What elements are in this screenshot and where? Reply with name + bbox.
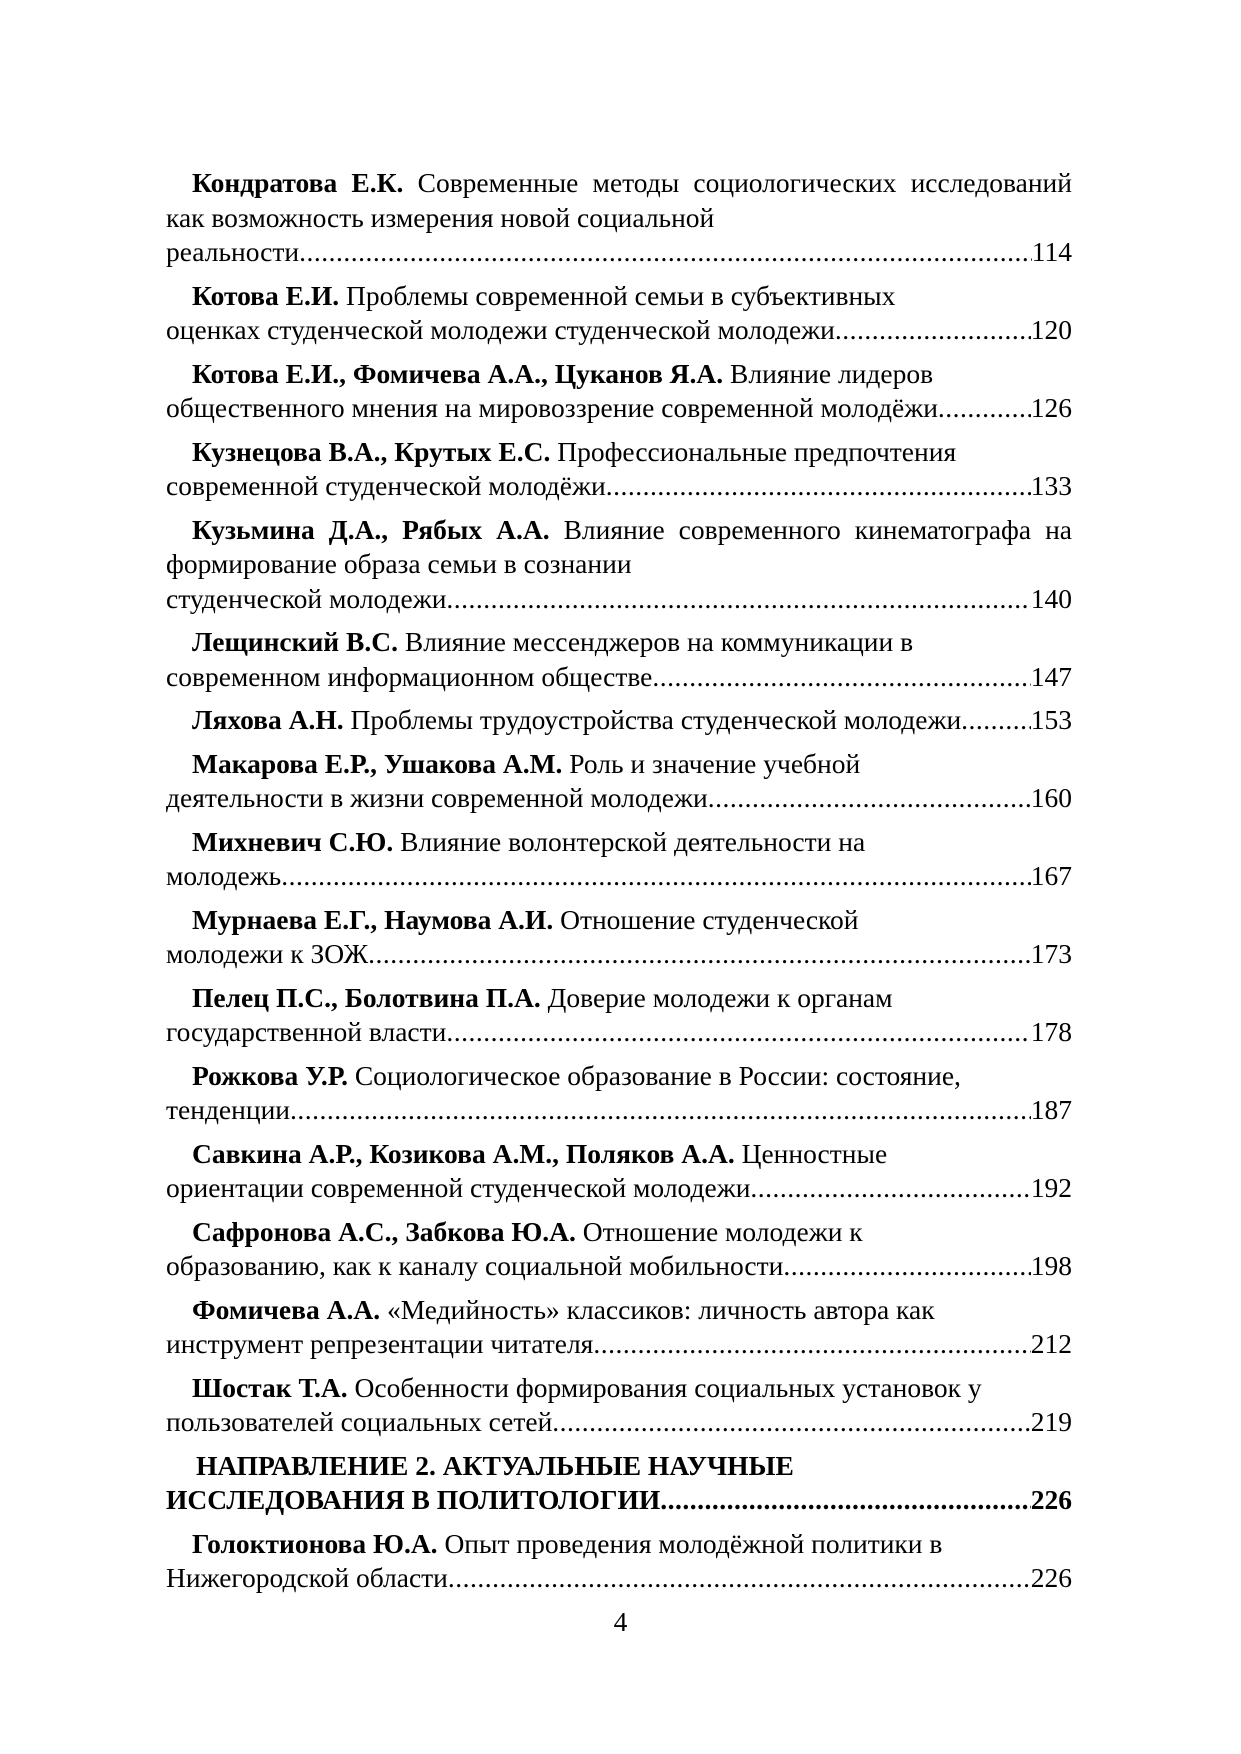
- entry-page-number: 219: [1030, 1406, 1072, 1437]
- entry-title-end: общественного мнения на мировоззрение современной молодёжи: [166, 392, 938, 423]
- entry-title: Влияние современного: [563, 513, 841, 545]
- dot-leader: [606, 469, 1031, 504]
- entry-title: Влияние лидеров: [730, 357, 934, 389]
- entry-page-number: 147: [1030, 660, 1072, 692]
- entry-title: Особенности формирования социальных установок у: [354, 1371, 982, 1403]
- entry-page-number: 178: [1030, 1016, 1072, 1047]
- dot-leader: [448, 1561, 1031, 1596]
- entry-page-number: 187: [1030, 1094, 1072, 1125]
- entry-author: Кузнецова В.А., Крутых Е.С.: [192, 435, 551, 467]
- entry-page-number: 120: [1030, 314, 1072, 345]
- dot-leader: [290, 1093, 1031, 1128]
- entry-author: Мурнаева Е.Г., Наумова А.И.: [192, 903, 554, 935]
- entry-author: Пелец П.С., Болотвина П.А.: [192, 981, 541, 1013]
- toc-entry[interactable]: [166, 747, 1072, 816]
- toc-entry[interactable]: [166, 703, 1072, 738]
- entry-title-end: пользователей социальных сетей: [166, 1406, 553, 1437]
- entry-page-number: 114: [1031, 236, 1072, 267]
- entry-title: Ценностные: [741, 1137, 888, 1169]
- entry-title-end: молодежь: [166, 860, 282, 891]
- dot-leader: [299, 235, 1032, 270]
- entry-title-end: инструмент репрезентации читателя: [166, 1328, 594, 1359]
- entry-page-number: 192: [1030, 1172, 1072, 1203]
- entry-title-end: тенденции: [166, 1094, 291, 1125]
- entry-title: Проблемы современной семьи в субъективных: [346, 279, 896, 311]
- table-of-contents: [166, 166, 1072, 1596]
- entry-title: Влияние мессенджеров на коммуникации в: [404, 626, 914, 657]
- entry-author: Котова Е.И., Фомичева А.А., Цуканов Я.А.: [192, 357, 724, 389]
- entry-title: Отношение молодежи к: [582, 1215, 863, 1247]
- dot-leader: [368, 937, 1031, 972]
- entry-title: кинематографа на формирование образа семьи в сознании: [166, 513, 1072, 579]
- entry-page-number: 133: [1030, 470, 1072, 501]
- entry-title-end: современной студенческой молодёжи: [166, 470, 606, 501]
- toc-entry[interactable]: [166, 513, 1072, 617]
- entry-author: Макарова Е.Р., Ушакова А.М.: [192, 747, 563, 779]
- entry-page-number: 212: [1030, 1328, 1072, 1359]
- entry-page-number: 198: [1030, 1250, 1072, 1281]
- entry-title: Доверие молодежи к органам: [547, 981, 893, 1013]
- entry-author: Кондратова Е.К.: [192, 167, 404, 198]
- toc-entry[interactable]: [166, 1293, 1072, 1362]
- toc-entry[interactable]: [166, 1215, 1072, 1284]
- entry-page-number: 140: [1030, 582, 1072, 614]
- entry-title: Профессиональные предпочтения: [557, 435, 957, 467]
- entry-title: Современные методы социологических: [417, 167, 897, 198]
- entry-page-number: 173: [1030, 938, 1072, 969]
- entry-title-end: Нижегородской области: [166, 1562, 448, 1593]
- dot-leader: [446, 1015, 1030, 1050]
- dot-leader: [552, 1405, 1030, 1440]
- dot-leader: [281, 859, 1031, 894]
- toc-entry[interactable]: [166, 625, 1072, 694]
- entry-title-end: деятельности в жизни современной молодежи: [166, 782, 708, 813]
- toc-entry[interactable]: [166, 825, 1072, 894]
- section-title-end: ИССЛЕДОВАНИЯ В ПОЛИТОЛОГИИ: [166, 1484, 661, 1515]
- entry-title: Социологическое образование в России: состояние,: [354, 1059, 961, 1091]
- entry-page-number: 226: [1030, 1562, 1072, 1593]
- entry-title-end: оценках студенческой молодежи студенческой молодежи: [166, 314, 835, 345]
- toc-entry[interactable]: [166, 981, 1072, 1050]
- entry-title-end: современном информационном обществе: [166, 660, 653, 692]
- section-heading[interactable]: [166, 1449, 1072, 1518]
- entry-author: Ляхова А.Н.: [192, 704, 344, 735]
- toc-entry[interactable]: [166, 435, 1072, 504]
- toc-entry[interactable]: [166, 357, 1072, 426]
- entry-author: Голоктионова Ю.А.: [192, 1527, 438, 1559]
- toc-entry[interactable]: [166, 166, 1072, 270]
- entry-title: Отношение студенческой: [560, 903, 859, 935]
- entry-title: Влияние волонтерской деятельности на: [400, 825, 866, 857]
- dot-leader: [708, 781, 1031, 816]
- dot-leader: [783, 1249, 1030, 1284]
- entry-author: Михневич С.Ю.: [192, 825, 394, 857]
- toc-entry[interactable]: [166, 1527, 1072, 1596]
- entry-page-number: 160: [1030, 782, 1072, 813]
- dot-leader: [835, 313, 1031, 348]
- entry-title: Опыт проведения молодёжной политики в: [444, 1527, 943, 1559]
- dot-leader: [652, 660, 1030, 695]
- entry-author: Сафронова А.С., Забкова Ю.А.: [192, 1215, 576, 1247]
- entry-author: Кузьмина Д.А., Рябых А.А.: [192, 513, 550, 545]
- page-number: 4: [613, 1606, 628, 1637]
- entry-title-end: молодежи к ЗОЖ: [166, 938, 369, 969]
- entry-title: Роль и значение учебной: [569, 747, 861, 779]
- entry-author: Лещинский В.С.: [192, 626, 398, 657]
- entry-page-number: 126: [1030, 392, 1072, 423]
- dot-leader: [660, 1483, 1031, 1518]
- entry-author: Фомичева А.А.: [192, 1293, 381, 1325]
- section-page-number: 226: [1030, 1484, 1072, 1515]
- dot-leader: [750, 1171, 1030, 1206]
- toc-entry[interactable]: [166, 1371, 1072, 1440]
- entry-title-end: государственной власти: [166, 1016, 447, 1047]
- entry-author: Савкина А.Р., Козикова А.М., Поляков А.А.: [192, 1137, 735, 1169]
- dot-leader: [961, 703, 1031, 738]
- entry-author: Шостак Т.А.: [192, 1371, 348, 1403]
- entry-author: Котова Е.И.: [192, 279, 340, 311]
- toc-entry[interactable]: [166, 1059, 1072, 1128]
- dot-leader: [593, 1327, 1030, 1362]
- entry-title-end: ориентации современной студенческой молодежи: [166, 1172, 751, 1203]
- toc-entry[interactable]: [166, 903, 1072, 972]
- dot-leader: [446, 582, 1030, 617]
- entry-title: Проблемы трудоустройства студенческой молодежи: [350, 704, 962, 735]
- dot-leader: [938, 391, 1031, 426]
- entry-title-end: образованию, как к каналу социальной мобильности: [166, 1250, 784, 1281]
- entry-title: исследований как возможность измерения новой социальной: [166, 167, 1072, 233]
- toc-entry[interactable]: [166, 1137, 1072, 1206]
- toc-entry[interactable]: [166, 279, 1072, 348]
- entry-title-end: реальности: [166, 236, 300, 267]
- section-title: НАПРАВЛЕНИЕ 2. АКТУАЛЬНЫЕ НАУЧНЫЕ: [196, 1449, 794, 1481]
- entry-title: «Медийность» классиков: личность автора как: [386, 1293, 935, 1325]
- entry-page-number: 167: [1030, 860, 1072, 891]
- entry-page-number: 153: [1030, 704, 1072, 735]
- entry-title-end: студенческой молодежи: [166, 582, 447, 614]
- entry-author: Рожкова У.Р.: [192, 1059, 348, 1091]
